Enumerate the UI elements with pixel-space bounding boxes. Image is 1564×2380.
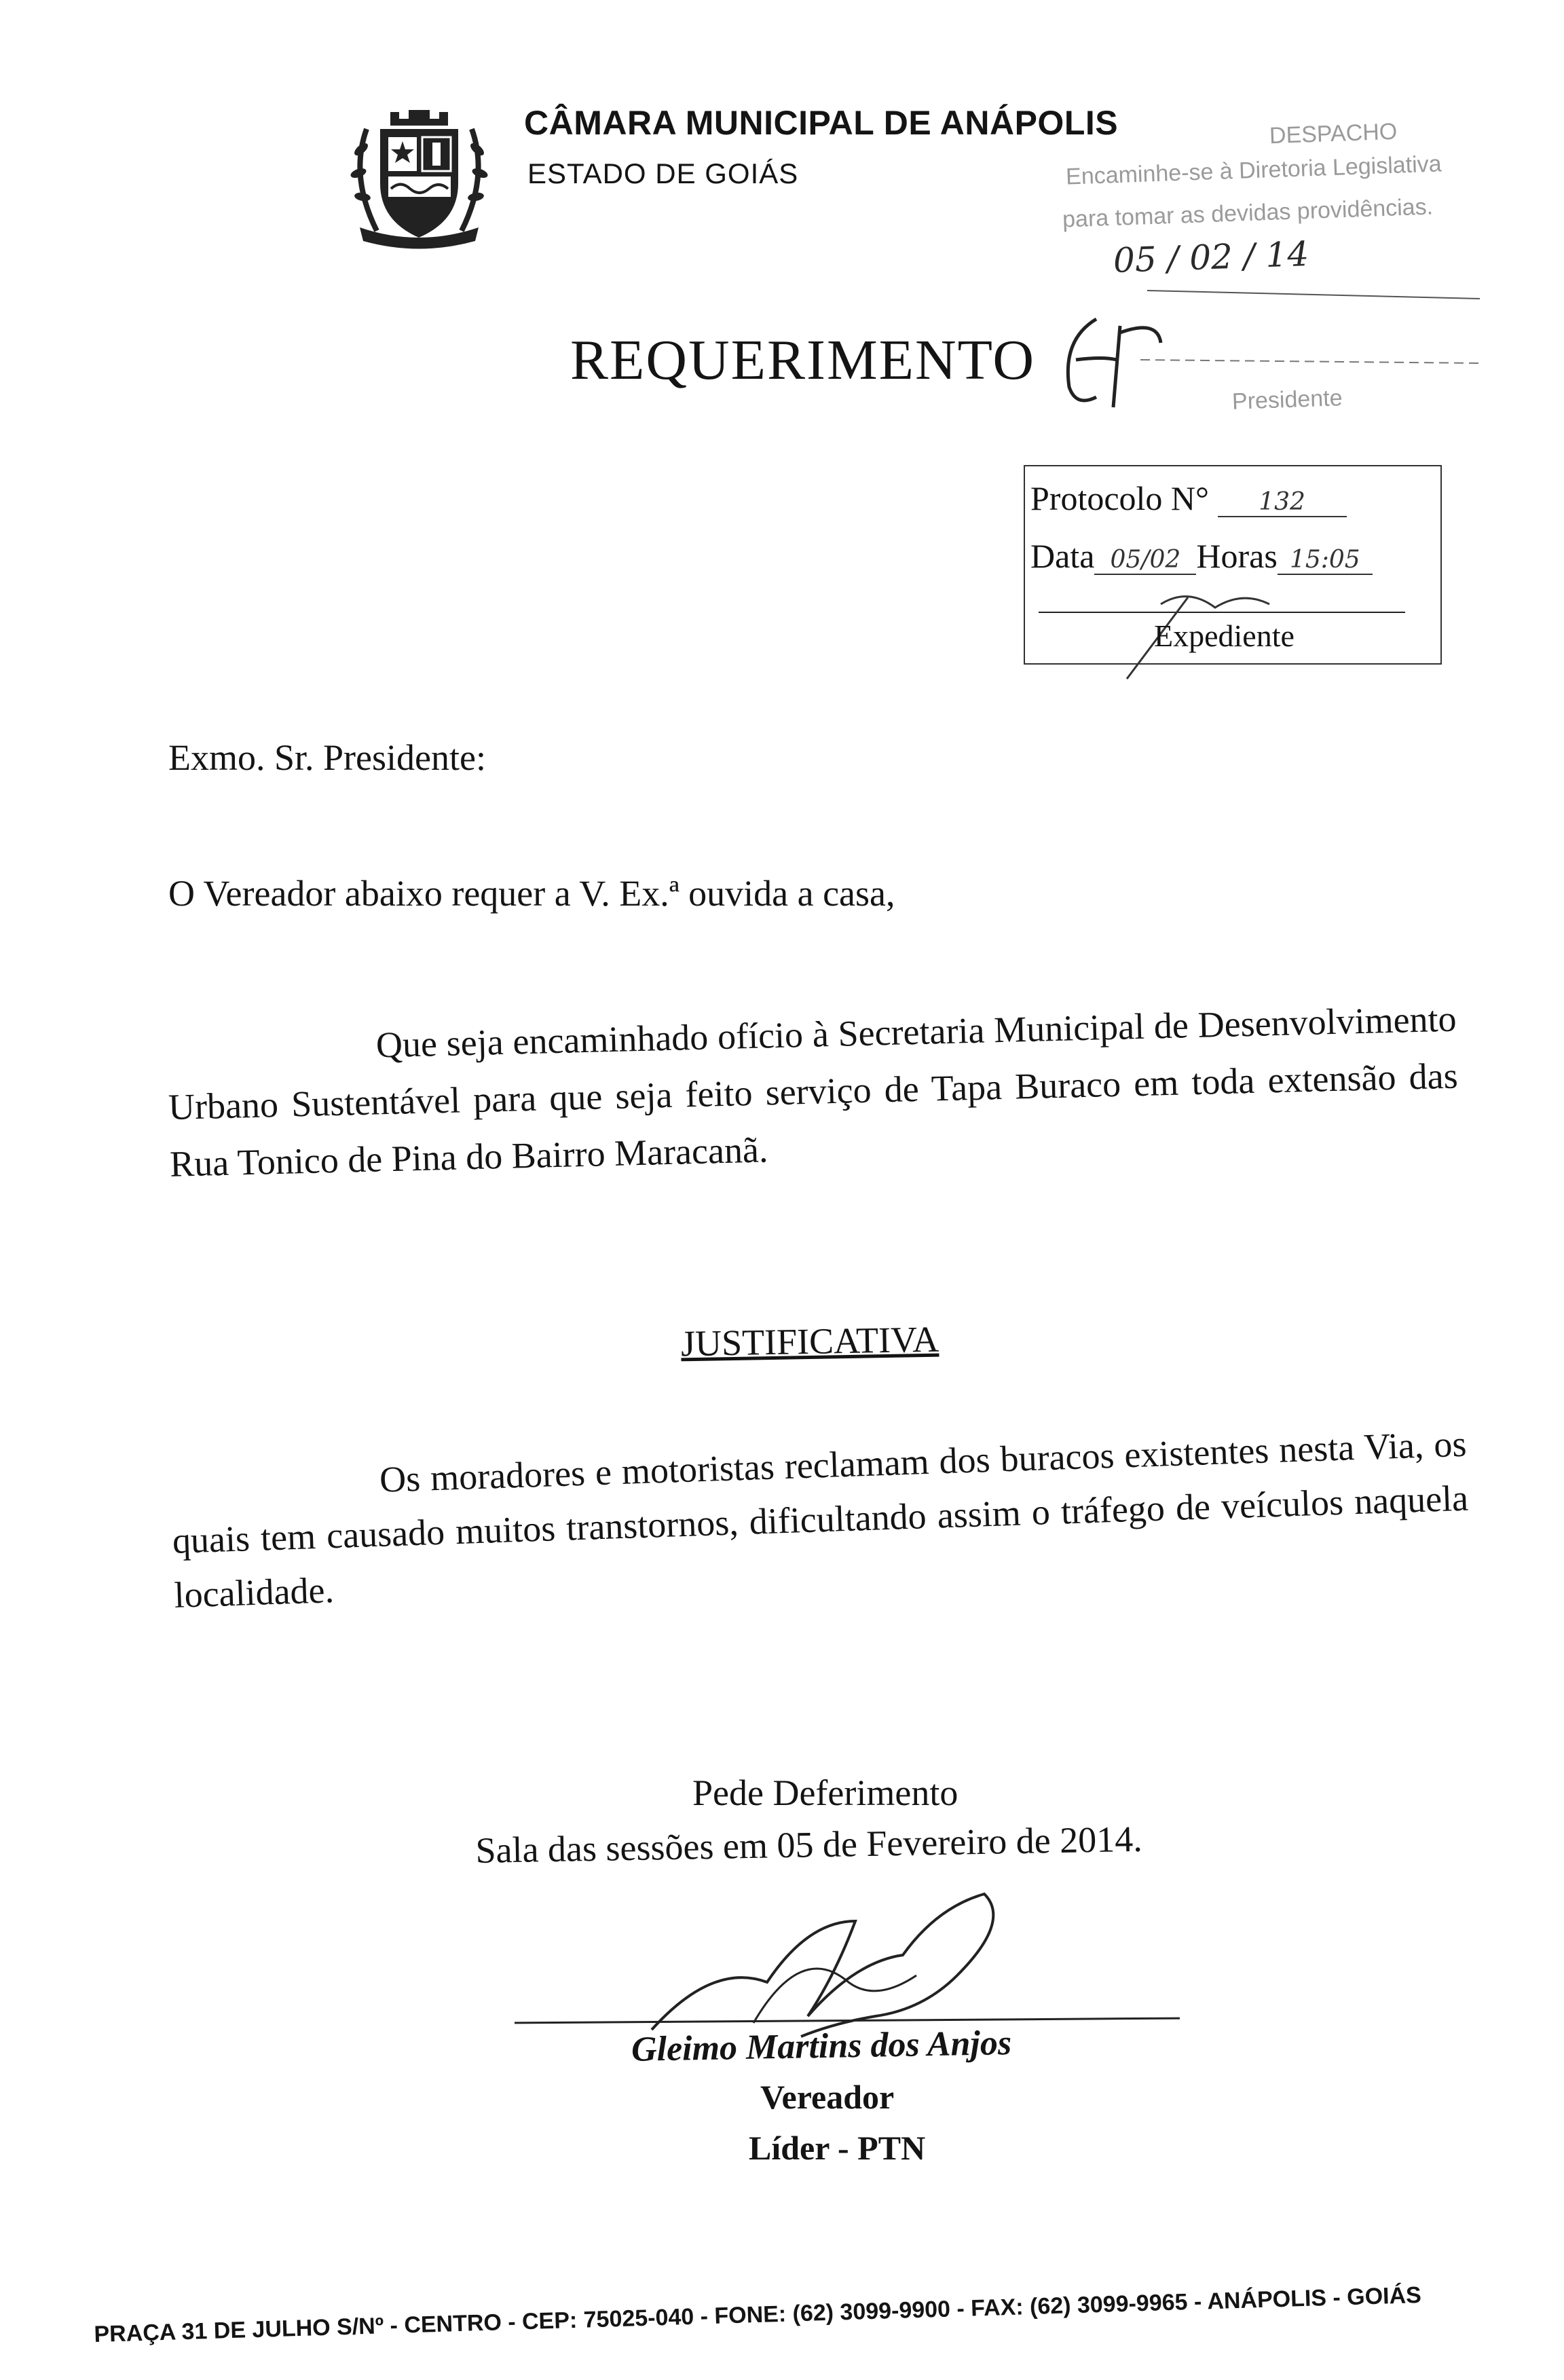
document-title: REQUERIMENTO: [570, 329, 1036, 392]
signatory-role: Vereador: [760, 2078, 895, 2116]
protocol-expediente-label: Expediente: [1154, 618, 1295, 653]
request-paragraph: Que seja encaminhado ofício à Secretaria Municipal de Desenvolvimento Urbano Sustentável para que seja feito serviço de Tapa Buraco em toda extensão das Rua Tonico de Pina do Bairro Maracanã.: [168, 998, 1459, 1185]
signatory-name: Gleimo Martins dos Anjos: [631, 2024, 1012, 2069]
salutation: Exmo. Sr. Presidente:: [168, 737, 486, 778]
state-name: ESTADO DE GOIÁS: [527, 157, 799, 189]
protocol-number-row: [1030, 479, 1347, 518]
intro-paragraph: O Vereador abaixo requer a V. Ex.ª ouvida a casa,: [168, 873, 895, 914]
protocol-number-label: Protocolo N°: [1030, 479, 1210, 517]
justification-paragraph: Os moradores e motoristas reclamam dos buracos existentes nesta Via, os quais tem causado muitos transtornos, dificultando assim o tráfego de veículos naquela localidade.: [171, 1423, 1469, 1616]
president-initials-icon: [1056, 312, 1171, 414]
justification-title: JUSTIFICATIVA: [680, 1318, 939, 1364]
dispatch-stamp-role: Presidente: [1231, 385, 1343, 415]
footer-address: PRAÇA 31 DE JULHO S/Nº - CENTRO - CEP: 75025-040 - FONE: (62) 3099-9900 - FAX: (62) 3099-9965 - ANÁPOLIS - GOIÁS: [94, 2282, 1422, 2347]
protocol-date-value: 05/02: [1094, 546, 1196, 575]
closing-place-date: Sala das sessões em 05 de Fevereiro de 2014.: [475, 1818, 1143, 1871]
protocol-hours-label: Horas: [1196, 537, 1278, 575]
protocol-hours-value: 15:05: [1278, 546, 1373, 575]
protocol-date-row: [1030, 536, 1373, 576]
protocol-number-value: 132: [1218, 488, 1347, 517]
signatory-party: Líder - PTN: [749, 2129, 926, 2167]
closing-request: Pede Deferimento: [692, 1772, 958, 1813]
dispatch-stamp-line1: Encaminhe-se à Diretoria Legislativa: [1065, 151, 1442, 190]
protocol-date-label: Data: [1030, 537, 1095, 575]
institution-name: CÂMARA MUNICIPAL DE ANÁPOLIS: [524, 104, 1119, 142]
dispatch-stamp-line2: para tomar as devidas providências.: [1062, 193, 1434, 233]
dispatch-stamp-heading: DESPACHO: [1269, 118, 1398, 149]
municipal-crest-icon: [346, 102, 492, 251]
dispatch-stamp-date: 05 / 02 / 14: [1113, 234, 1310, 281]
